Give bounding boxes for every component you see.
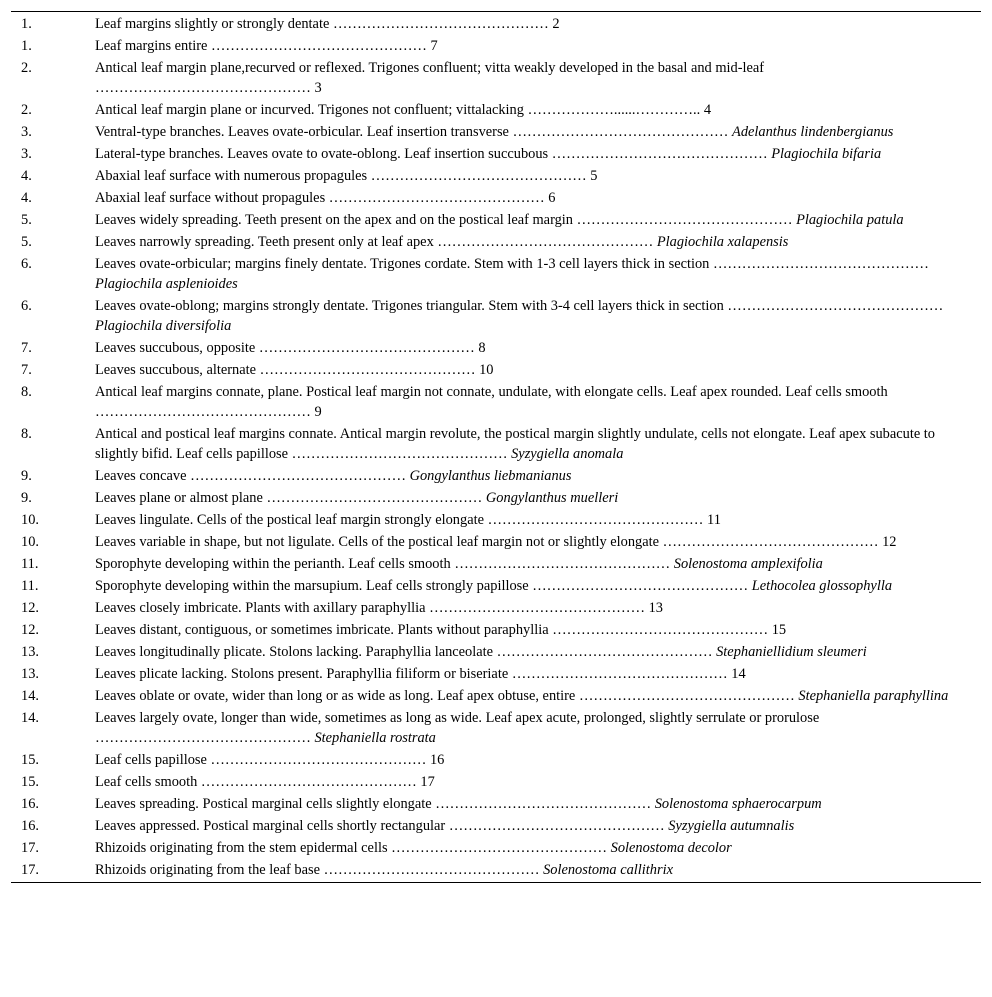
lead-number: 3 (314, 80, 322, 96)
key-row (11, 837, 981, 859)
couplet-text: Leaves widely spreading. Teeth present on the apex and on the postical leaf margin (95, 212, 573, 228)
couplet-number: 12. (21, 600, 39, 616)
couplet-description (95, 619, 981, 641)
couplet-number: 9. (21, 468, 32, 484)
couplet-number: 12. (21, 622, 39, 638)
couplet-text: Leaves closely imbricate. Plants with axillary paraphyllia (95, 600, 426, 616)
key-row (11, 553, 981, 575)
key-row (11, 641, 981, 663)
taxon-name: Gongylanthus liebmanianus (409, 468, 572, 484)
dot-leader: ……………………………………… (727, 298, 944, 314)
couplet-description (95, 35, 981, 57)
dot-leader: ……………………………………… (532, 578, 749, 594)
taxon-name: Gongylanthus muelleri (485, 490, 619, 506)
lead-number: 7 (430, 38, 438, 54)
couplet-description (95, 749, 981, 771)
taxon-name: Solenostoma callithrix (543, 862, 673, 878)
couplet-description (95, 143, 981, 165)
couplet-number: 8. (21, 426, 32, 442)
key-row (11, 295, 981, 337)
couplet-description (95, 641, 981, 663)
taxon-name: Solenostoma decolor (610, 840, 732, 856)
couplet-text: Lateral-type branches. Leaves ovate to ovate-oblong. Leaf insertion succubous (95, 146, 549, 162)
dot-leader: ……………………………………… (258, 340, 475, 356)
couplet-text: Leaf margins entire (95, 38, 208, 54)
couplet-text: Leaves ovate-oblong; margins strongly dentate. Trigones triangular. Stem with 3-4 cell layers thick in section (95, 298, 724, 314)
lead-number: 15 (771, 622, 787, 638)
couplet-text: Rhizoids originating from the stem epidermal cells (95, 840, 388, 856)
lead-number: 17 (420, 774, 435, 790)
couplet-text: Leaves appressed. Postical marginal cells shortly rectangular (95, 818, 446, 834)
dot-leader: ……………………………………… (551, 146, 768, 162)
couplet-number: 14. (21, 688, 39, 704)
couplet-text: Sporophyte developing within the marsupium. Leaf cells strongly papillose (95, 578, 529, 594)
couplet-number: 5. (21, 212, 32, 228)
key-row (11, 143, 981, 165)
couplet-number: 4. (21, 168, 32, 184)
dot-leader: ……………………………………… (266, 490, 483, 506)
couplet-description (95, 509, 981, 531)
couplet-number: 15. (21, 752, 39, 768)
couplet-number: 3. (21, 124, 32, 140)
couplet-description (95, 859, 981, 883)
couplet-description (95, 57, 981, 99)
key-row (11, 707, 981, 749)
taxon-name: Plagiochila bifaria (771, 146, 882, 162)
dot-leader: ……………………………………… (437, 234, 654, 250)
dot-leader: ……………………………………… (95, 730, 311, 746)
key-row (11, 663, 981, 685)
dot-leader: ……………………………………… (454, 556, 671, 572)
couplet-description (95, 99, 981, 121)
couplet-number: 6. (21, 298, 32, 314)
key-row (11, 465, 981, 487)
couplet-description (95, 253, 981, 295)
dot-leader: ……………………………………… (662, 534, 879, 550)
lead-number: 9 (314, 404, 322, 420)
couplet-number: 1. (21, 16, 32, 32)
lead-number: 13 (648, 600, 663, 616)
key-row (11, 575, 981, 597)
couplet-text: Antical and postical leaf margins connate. Antical margin revolute, the postical margin slightly undulate, cells not elongate. Leaf apex subacute to slightly bifid. Leaf cells papillose (95, 426, 936, 462)
taxon-name: Plagiochila xalapensis (656, 234, 789, 250)
couplet-number: 3. (21, 146, 32, 162)
couplet-text: Abaxial leaf surface without propagules (95, 190, 326, 206)
key-row (11, 359, 981, 381)
key-row (11, 337, 981, 359)
key-row (11, 531, 981, 553)
dot-leader: ……………………………………… (391, 840, 608, 856)
couplet-number: 10. (21, 534, 39, 550)
couplet-text: Leaves succubous, opposite (95, 340, 256, 356)
couplet-number: 8. (21, 384, 32, 400)
taxon-name: Plagiochila asplenioides (95, 276, 238, 292)
key-row (11, 121, 981, 143)
lead-number: 6 (548, 190, 556, 206)
couplet-description (95, 12, 981, 36)
dot-leader: ……………………………………… (712, 256, 929, 272)
taxon-name: Plagiochila diversifolia (95, 318, 232, 334)
dot-leader: ……………………………………… (578, 688, 795, 704)
dot-leader: ……………………………………… (496, 644, 713, 660)
couplet-number: 13. (21, 644, 39, 660)
dot-leader: ……………………………………… (210, 752, 427, 768)
key-row (11, 187, 981, 209)
dot-leader: ……………………………………… (323, 862, 540, 878)
dot-leader: ………………......………….. (527, 102, 701, 118)
lead-number: 10 (479, 362, 494, 378)
key-row (11, 57, 981, 99)
dot-leader: ……………………………………… (511, 666, 728, 682)
taxon-name: Stephaniella rostrata (314, 730, 436, 746)
couplet-description (95, 209, 981, 231)
key-row (11, 253, 981, 295)
couplet-text: Leaves plicate lacking. Stolons present. Paraphyllia filiform or biseriate (95, 666, 509, 682)
key-row (11, 209, 981, 231)
taxon-name: Adelanthus lindenbergianus (732, 124, 894, 140)
couplet-number: 17. (21, 862, 39, 878)
couplet-number: 7. (21, 340, 32, 356)
couplet-text: Leaves largely ovate, longer than wide, sometimes as long as wide. Leaf apex acute, prolonged, slightly serrulate or prorulose (95, 710, 820, 726)
couplet-text: Leaf margins slightly or strongly dentate (95, 16, 330, 32)
couplet-description (95, 121, 981, 143)
couplet-text: Leaves succubous, alternate (95, 362, 257, 378)
couplet-text: Leaves lingulate. Cells of the postical leaf margin strongly elongate (95, 512, 484, 528)
key-row (11, 231, 981, 253)
key-row (11, 749, 981, 771)
couplet-text: Leaf cells smooth (95, 774, 198, 790)
lead-number: 8 (478, 340, 486, 356)
dot-leader: ……………………………………… (211, 38, 427, 54)
couplet-description (95, 165, 981, 187)
lead-number: 5 (590, 168, 598, 184)
couplet-text: Antical leaf margin plane or incurved. Trigones not confluent; vittalacking (95, 102, 524, 118)
lead-number: 4 (703, 102, 712, 118)
couplet-text: Leaves spreading. Postical marginal cells slightly elongate (95, 796, 432, 812)
key-row (11, 771, 981, 793)
couplet-number: 5. (21, 234, 32, 250)
key-row (11, 35, 981, 57)
taxon-name: Syzygiella autumnalis (668, 818, 795, 834)
couplet-description (95, 685, 981, 707)
couplet-text: Leaves longitudinally plicate. Stolons lacking. Paraphyllia lanceolate (95, 644, 494, 660)
key-row (11, 99, 981, 121)
couplet-description (95, 487, 981, 509)
identification-key-table (11, 11, 981, 883)
key-row (11, 793, 981, 815)
couplet-number: 2. (21, 102, 32, 118)
taxon-name: Solenostoma sphaerocarpum (654, 796, 822, 812)
key-row (11, 487, 981, 509)
taxon-name: Stephaniellidium sleumeri (716, 644, 867, 660)
couplet-text: Leaves oblate or ovate, wider than long or as wide as long. Leaf apex obtuse, entire (95, 688, 576, 704)
couplet-number: 15. (21, 774, 39, 790)
key-row (11, 165, 981, 187)
couplet-text: Leaves variable in shape, but not ligulate. Cells of the postical leaf margin not or slightly elongate (95, 534, 660, 550)
couplet-number: 11. (21, 578, 39, 594)
dot-leader: ……………………………………… (576, 212, 793, 228)
couplet-description (95, 531, 981, 553)
dot-leader: ……………………………………… (95, 404, 311, 420)
couplet-number: 4. (21, 190, 32, 206)
couplet-number: 11. (21, 556, 39, 572)
dot-leader: ……………………………………… (448, 818, 665, 834)
couplet-description (95, 187, 981, 209)
dot-leader: ……………………………………… (435, 796, 652, 812)
couplet-text: Leaves ovate-orbicular; margins finely dentate. Trigones cordate. Stem with 1-3 cell layers thick in section (95, 256, 710, 272)
couplet-description (95, 815, 981, 837)
dot-leader: ……………………………………… (512, 124, 729, 140)
taxon-name: Plagiochila patula (796, 212, 904, 228)
couplet-number: 9. (21, 490, 32, 506)
couplet-description (95, 465, 981, 487)
couplet-number: 7. (21, 362, 32, 378)
couplet-text: Leaf cells papillose (95, 752, 207, 768)
key-row (11, 423, 981, 465)
couplet-description (95, 553, 981, 575)
couplet-description (95, 575, 981, 597)
key-body (11, 12, 981, 883)
couplet-description (95, 793, 981, 815)
lead-number: 16 (429, 752, 445, 768)
couplet-text: Leaves distant, contiguous, or sometimes imbricate. Plants without paraphyllia (95, 622, 549, 638)
dot-leader: ……………………………………… (332, 16, 549, 32)
couplet-text: Sporophyte developing within the perianth. Leaf cells smooth (95, 556, 451, 572)
couplet-number: 14. (21, 710, 39, 726)
dot-leader: ……………………………………… (200, 774, 417, 790)
couplet-text: Antical leaf margins connate, plane. Postical leaf margin not connate, undulate, with elongate cells. Leaf apex rounded. Leaf cells smooth (95, 384, 888, 400)
couplet-description (95, 663, 981, 685)
couplet-description (95, 359, 981, 381)
couplet-number: 17. (21, 840, 39, 856)
couplet-description (95, 771, 981, 793)
key-row (11, 859, 981, 883)
couplet-description (95, 837, 981, 859)
couplet-description (95, 295, 981, 337)
couplet-description (95, 707, 981, 749)
couplet-text: Leaves plane or almost plane (95, 490, 263, 506)
dot-leader: ……………………………………… (328, 190, 545, 206)
key-row (11, 381, 981, 423)
couplet-number: 1. (21, 38, 32, 54)
couplet-text: Antical leaf margin plane,recurved or reflexed. Trigones confluent; vitta weakly developed in the basal and mid-leaf (95, 60, 765, 76)
couplet-description (95, 597, 981, 619)
lead-number: 14 (731, 666, 746, 682)
couplet-number: 2. (21, 60, 32, 76)
couplet-number: 16. (21, 796, 39, 812)
dot-leader: ……………………………………… (487, 512, 704, 528)
couplet-description (95, 381, 981, 423)
dot-leader: ……………………………………… (190, 468, 406, 484)
dot-leader: ……………………………………… (95, 80, 311, 96)
taxon-name: Syzygiella anomala (511, 446, 624, 462)
lead-number: 12 (882, 534, 897, 550)
couplet-number: 6. (21, 256, 32, 272)
dot-leader: ……………………………………… (552, 622, 769, 638)
lead-number: 11 (707, 512, 721, 528)
couplet-text: Leaves concave (95, 468, 187, 484)
couplet-description (95, 423, 981, 465)
key-row (11, 685, 981, 707)
key-row (11, 815, 981, 837)
couplet-description (95, 231, 981, 253)
key-row (11, 597, 981, 619)
couplet-text: Leaves narrowly spreading. Teeth present only at leaf apex (95, 234, 434, 250)
taxon-name: Stephaniella paraphyllina (798, 688, 949, 704)
dot-leader: ……………………………………… (429, 600, 645, 616)
couplet-number: 10. (21, 512, 39, 528)
couplet-number: 16. (21, 818, 39, 834)
couplet-text: Ventral-type branches. Leaves ovate-orbicular. Leaf insertion transverse (95, 124, 509, 140)
dot-leader: ……………………………………… (370, 168, 587, 184)
couplet-description (95, 337, 981, 359)
dot-leader: ……………………………………… (291, 446, 508, 462)
key-row (11, 509, 981, 531)
taxon-name: Solenostoma amplexifolia (673, 556, 823, 572)
key-row (11, 619, 981, 641)
couplet-text: Abaxial leaf surface with numerous propagules (95, 168, 368, 184)
couplet-number: 13. (21, 666, 39, 682)
lead-number: 2 (552, 16, 560, 32)
key-row (11, 12, 981, 36)
taxon-name: Lethocolea glossophylla (751, 578, 893, 594)
dot-leader: ……………………………………… (259, 362, 476, 378)
couplet-text: Rhizoids originating from the leaf base (95, 862, 320, 878)
